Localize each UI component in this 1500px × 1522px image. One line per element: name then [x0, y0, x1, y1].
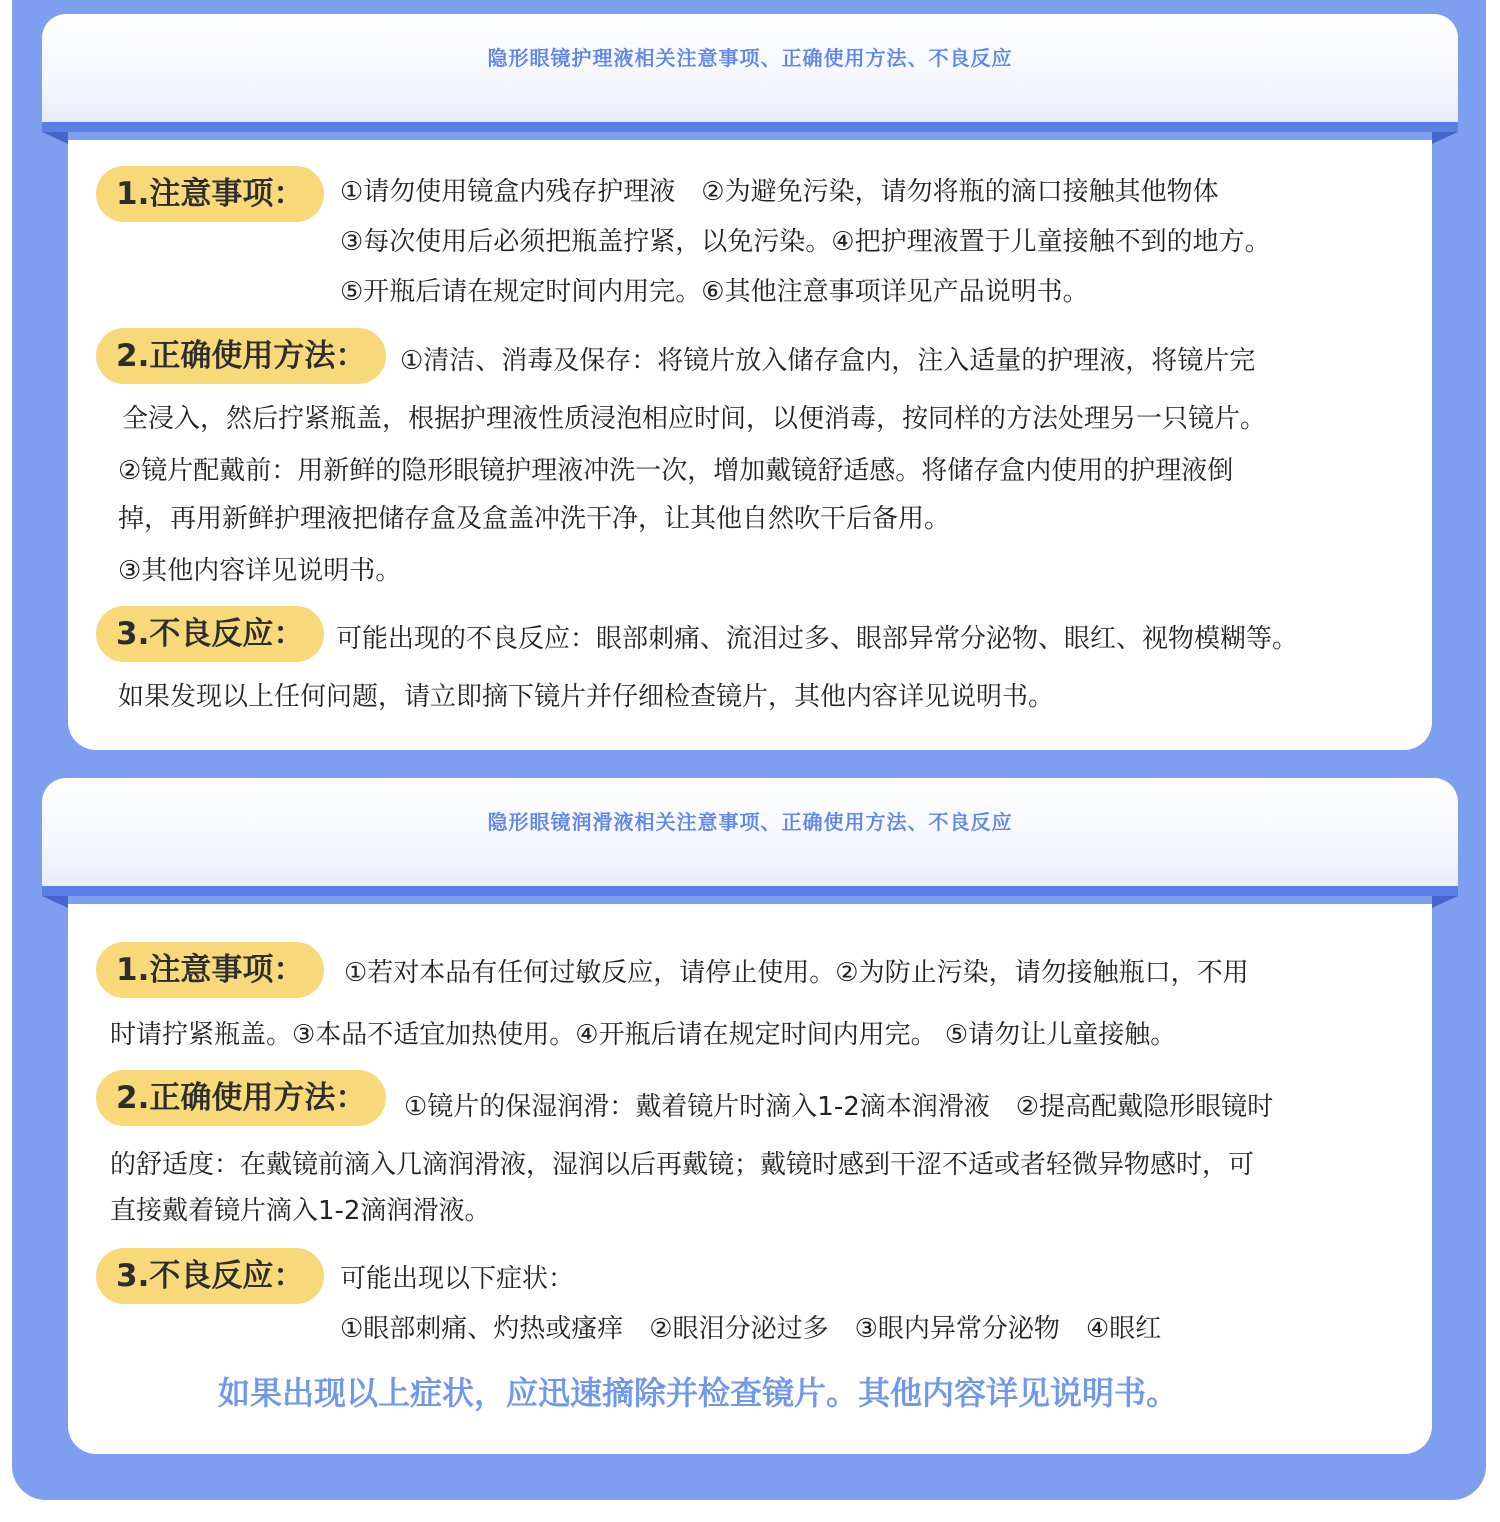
- text-line: ①请勿使用镜盒内残存护理液 ②为避免污染，请勿将瓶的滴口接触其他物体: [340, 177, 1219, 207]
- section-card: [68, 140, 1432, 750]
- heading-usage: 2.正确使用方法：: [96, 1070, 386, 1126]
- text-line: 掉，再用新鲜护理液把储存盒及盒盖冲洗干净，让其他自然吹干后备用。: [118, 504, 951, 534]
- text-line: ⑤开瓶后请在规定时间内用完。⑥其他注意事项详见产品说明书。: [340, 277, 1089, 307]
- heading-precautions: 1.注意事项：: [96, 942, 324, 998]
- section-card: [68, 904, 1432, 1454]
- section-banner: [42, 14, 1458, 132]
- heading-usage: 2.正确使用方法：: [96, 328, 386, 384]
- text-line: 可能出现的不良反应：眼部刺痛、流泪过多、眼部异常分泌物、眼红、视物模糊等。: [336, 624, 1299, 654]
- section-title: 隐形眼镜润滑液相关注意事项、正确使用方法、不良反应: [487, 810, 1013, 834]
- section-title: 隐形眼镜护理液相关注意事项、正确使用方法、不良反应: [487, 46, 1013, 70]
- text-line: ①镜片的保湿润滑：戴着镜片时滴入1-2滴本润滑液 ②提高配戴隐形眼镜时: [404, 1092, 1274, 1122]
- text-line: ①若对本品有任何过敏反应，请停止使用。②为防止污染，请勿接触瓶口，不用: [344, 958, 1249, 988]
- text-line: 时请拧紧瓶盖。③本品不适宜加热使用。④开瓶后请在规定时间内用完。 ⑤请勿让儿童接触。: [110, 1020, 1177, 1050]
- section-banner: [42, 778, 1458, 896]
- highlight-notice: 如果出现以上症状，应迅速摘除并检查镜片。其他内容详见说明书。: [218, 1374, 1179, 1412]
- text-line: ③每次使用后必须把瓶盖拧紧，以免污染。④把护理液置于儿童接触不到的地方。: [340, 227, 1271, 257]
- text-line: 直接戴着镜片滴入1-2滴润滑液。: [110, 1196, 491, 1226]
- text-line: ①清洁、消毒及保存：将镜片放入储存盒内，注入适量的护理液，将镜片完: [400, 346, 1256, 376]
- text-line: 可能出现以下症状：: [340, 1264, 575, 1294]
- heading-adverse-reactions: 3.不良反应：: [96, 606, 324, 662]
- text-line: 的舒适度：在戴镜前滴入几滴润滑液，湿润以后再戴镜；戴镜时感到干涩不适或者轻微异物感时，可: [110, 1150, 1255, 1180]
- text-line: ③其他内容详见说明书。: [118, 556, 402, 586]
- heading-adverse-reactions: 3.不良反应：: [96, 1248, 324, 1304]
- heading-precautions: 1.注意事项：: [96, 166, 324, 222]
- text-line: 如果发现以上任何问题，请立即摘下镜片并仔细检查镜片，其他内容详见说明书。: [118, 682, 1055, 712]
- text-line: 全浸入，然后拧紧瓶盖，根据护理液性质浸泡相应时间，以便消毒，按同样的方法处理另一只镜片。: [122, 404, 1267, 434]
- text-line: ②镜片配戴前：用新鲜的隐形眼镜护理液冲洗一次，增加戴镜舒适感。将储存盒内使用的护理液倒: [118, 456, 1234, 486]
- text-line: ①眼部刺痛、灼热或瘙痒 ②眼泪分泌过多 ③眼内异常分泌物 ④眼红: [340, 1314, 1162, 1344]
